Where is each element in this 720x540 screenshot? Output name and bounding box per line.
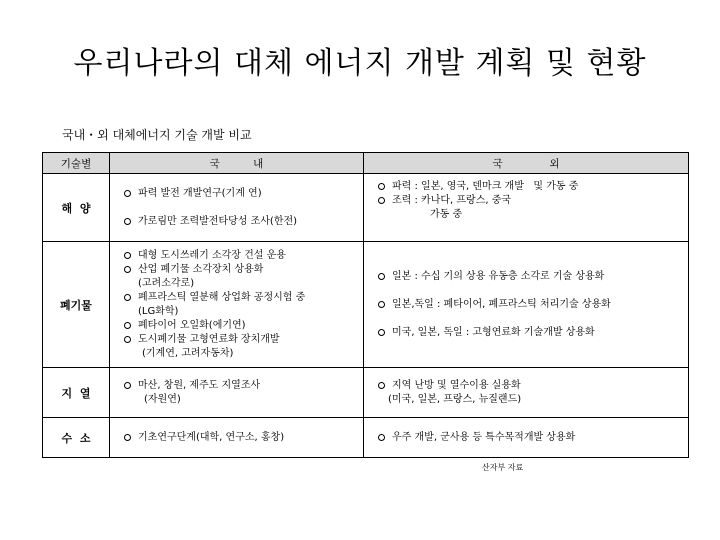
list-item: 우주 개발, 군사용 등 특수목적개발 상용화 <box>378 431 688 445</box>
bullet-list <box>364 379 688 407</box>
source-note: 산자부 자료 <box>482 463 524 472</box>
list-item: 폐타이어 오일화(에기연) <box>124 319 363 333</box>
comparison-table <box>42 152 689 458</box>
domestic-cell <box>110 174 364 242</box>
bullet-list <box>110 249 363 361</box>
bullet-list <box>364 431 688 445</box>
bullet-list <box>110 187 363 229</box>
header-category: 기술별 <box>43 153 110 174</box>
table-row <box>43 242 689 368</box>
foreign-cell <box>364 418 689 458</box>
table-row <box>43 174 689 242</box>
domestic-cell <box>110 368 364 418</box>
table-row <box>43 418 689 458</box>
list-item: 대형 도시쓰레기 소각장 건설 운용 <box>124 249 363 263</box>
row-category: 지 열 <box>43 368 110 418</box>
table-caption: 국내・외 대체에너지 기술 개발 비교 <box>62 128 252 142</box>
list-item: 마산, 창원, 제주도 지열조사 (자원연) <box>124 379 363 407</box>
page-title: 우리나라의 대체 에너지 개발 계획 및 현황 <box>73 46 647 81</box>
bullet-list <box>110 379 363 407</box>
domestic-cell <box>110 418 364 458</box>
header-foreign: 국 외 <box>364 153 689 174</box>
table-header-row <box>43 153 689 174</box>
foreign-cell <box>364 368 689 418</box>
list-item: 파력 발전 개발연구(기계 연) <box>124 187 363 201</box>
list-item: 일본,독일 : 폐타이어, 폐프라스틱 처리기술 상용화 <box>378 298 688 312</box>
list-item: 산업 폐기물 소각장치 상용화 (고려소각로) <box>124 263 363 291</box>
bullet-list <box>364 180 688 222</box>
bullet-list <box>364 270 688 340</box>
header-domestic: 국 내 <box>110 153 364 174</box>
table-row <box>43 368 689 418</box>
foreign-cell <box>364 242 689 368</box>
list-item: 기초연구단계(대학, 연구소, 홍창) <box>124 431 363 445</box>
list-item: 미국, 일본, 독일 : 고형연료화 기술개발 상용화 <box>378 326 688 340</box>
list-item: 일본 : 수십 기의 상용 유동층 소각로 기술 상용화 <box>378 270 688 284</box>
bullet-list <box>110 431 363 445</box>
list-item: 폐프라스틱 열분해 상업화 공정시험 중 (LG화학) <box>124 291 363 319</box>
foreign-cell <box>364 174 689 242</box>
list-item: 가로림만 조력발전타당성 조사(한전) <box>124 215 363 229</box>
list-item: 지역 난방 및 열수이용 실용화 (미국, 일본, 프랑스, 뉴질랜드) <box>378 379 688 407</box>
list-item: 조력 : 카나다, 프랑스, 중국 가동 중 <box>378 194 688 222</box>
domestic-cell <box>110 242 364 368</box>
row-category: 해 양 <box>43 174 110 242</box>
list-item: 도시폐기물 고형연료화 장치개발 (기계연, 고려자동차) <box>124 333 363 361</box>
row-category: 수 소 <box>43 418 110 458</box>
list-item: 파력 : 일본, 영국, 덴마크 개발 및 가동 중 <box>378 180 688 194</box>
row-category: 폐기물 <box>43 242 110 368</box>
